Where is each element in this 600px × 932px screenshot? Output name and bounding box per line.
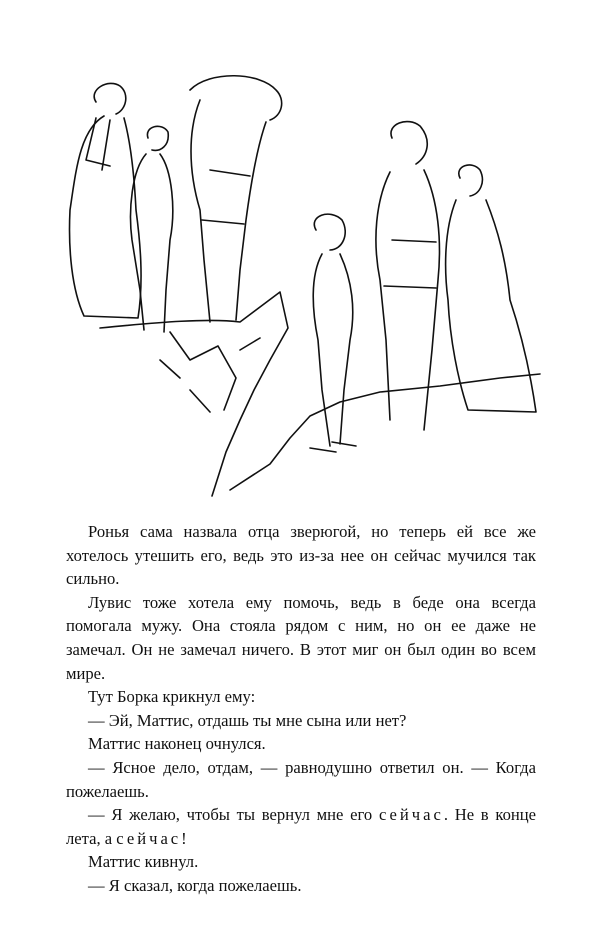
- figure-man-right: [376, 122, 440, 430]
- paragraph: [66, 803, 536, 850]
- paragraph: Ронья сама назвала отца зверюгой, но теперь ей все же хотелось утешить его, ведь это из-за нее он сейчас мучился так сильно.: [66, 522, 536, 589]
- paragraph: — Эй, Маттис, отдашь ты мне сына или нет?: [88, 710, 407, 730]
- paragraph: — Я сказал, когда пожелаешь.: [88, 875, 302, 895]
- figure-woman-right: [446, 165, 536, 412]
- body-text: [66, 520, 536, 898]
- paragraph: Лувис тоже хотела ему помочь, ведь в беде она всегда помогала мужу. Она стояла рядом с ним, но он ее даже не замечал. Он не замечал ничего. В этот миг он был один во всем мире.: [66, 592, 536, 683]
- chasm-illustration: [40, 60, 560, 500]
- paragraph: Маттис наконец очнулся.: [88, 734, 266, 754]
- figure-girl: [131, 126, 173, 332]
- paragraph: Тут Борка крикнул ему:: [88, 687, 256, 707]
- spaced-word: сейчас: [116, 828, 182, 848]
- paragraph: — Ясное дело, отдам, — равнодушно ответил он. — Когда пожелаешь.: [66, 757, 536, 801]
- paragraph-text: — Я желаю, чтобы ты вернул мне его: [88, 805, 379, 825]
- paragraph-text: !: [181, 828, 187, 848]
- spaced-word: сейчас: [378, 805, 444, 825]
- paragraph-text: . Не в конце лета, а: [66, 805, 537, 848]
- far-rock: [230, 374, 540, 490]
- figure-woman-left: [70, 83, 142, 318]
- figure-man-left: [190, 76, 282, 322]
- paragraph: Маттис кивнул.: [88, 852, 199, 872]
